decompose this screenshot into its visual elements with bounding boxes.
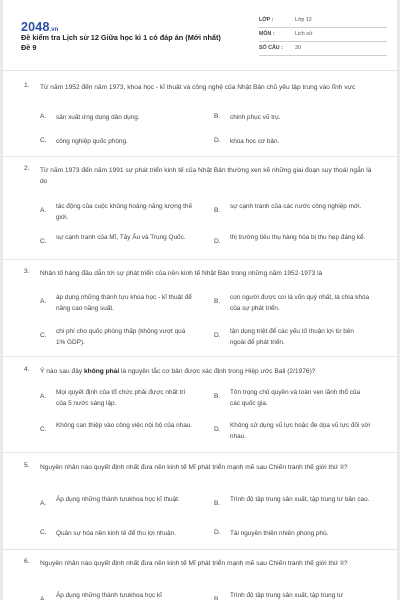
- option-text: con người được coi là vốn quý nhất, là chìa khóa của sự phát triển.: [230, 294, 370, 312]
- option-text: Áp dụng những thành tựukhoa học kĩ thuật.: [56, 496, 180, 503]
- question-text: Từ năm 1952 đến năm 1973, khoa học - kĩ thuật và công nghệ của Nhật Bản chủ yếu tập trung vào lĩnh vực: [40, 84, 356, 91]
- question-number: 1.: [24, 82, 30, 89]
- option-letter: B.: [214, 500, 221, 507]
- section-divider: [3, 70, 397, 71]
- question-number: 5.: [24, 462, 30, 469]
- site-logo[interactable]: [21, 16, 59, 34]
- question-text-emphasis: không phải: [84, 368, 120, 375]
- document-meta-table: [259, 14, 387, 56]
- option-letter: D.: [214, 238, 221, 245]
- option-letter: A.: [40, 113, 47, 120]
- option-letter: A.: [40, 596, 47, 600]
- meta-label: SỐ CÂU :: [259, 45, 283, 51]
- option-text: Trình độ tập trung sản xuất, tập trung tư bản cao.: [230, 496, 370, 503]
- meta-label: LỚP :: [259, 17, 274, 23]
- option-letter: A.: [40, 207, 47, 214]
- option-text: sự cạnh tranh của các nước công nghiệp mới.: [230, 203, 362, 210]
- question-number: 6.: [24, 558, 30, 565]
- question-text: [40, 366, 376, 377]
- option-text: chinh phục vũ trụ.: [230, 114, 281, 121]
- document-page: [3, 0, 397, 600]
- option-text: chi phí cho quốc phòng thấp (không vượt quá 1% GDP).: [56, 328, 186, 346]
- question-number: 3.: [24, 268, 30, 275]
- option-letter: D.: [214, 137, 221, 144]
- option-text: Tôn trọng chủ quyền và toàn vẹn lãnh thổ của các quốc gia.: [230, 389, 361, 407]
- option-text: áp dụng những thành tựu khoa học - kĩ thuật để nâng cao năng suất.: [56, 294, 192, 312]
- question-text-start: Ý nào sau đây: [40, 368, 84, 375]
- option-letter: C.: [40, 238, 47, 245]
- option-letter: B.: [214, 393, 221, 400]
- meta-row-class: [259, 14, 387, 28]
- option-text: tác động của cuộc khủng hoảng năng lượng thế giới.: [56, 203, 193, 221]
- question-text: Nguyên nhân nào quyết định nhất đưa nền kinh tế Mĩ phát triển mạnh mẽ sau Chiến tranh thế giới thứ II?: [40, 560, 348, 567]
- logo-text: 2048: [21, 20, 50, 34]
- document-title: [21, 33, 251, 53]
- option-text: sản xuất ứng dụng dân dụng.: [56, 114, 140, 121]
- option-text: công nghiệp quốc phòng.: [56, 138, 128, 145]
- question-divider: [3, 356, 397, 357]
- option-letter: B.: [214, 596, 221, 600]
- option-text: sự cạnh tranh của Mĩ, Tây Âu và Trung Quốc.: [56, 234, 186, 241]
- question-text-end: là nguyên tắc cơ bản được xác định trong Hiệp ước Bali (2/1976)?: [119, 368, 316, 375]
- meta-label: MÔN :: [259, 31, 275, 37]
- document-header: [13, 10, 387, 60]
- meta-value: Lịch sử: [295, 31, 313, 37]
- question-text: Nhân tố hàng đầu dẫn tới sự phát triển của nền kinh tế Nhật Bản trong những năm 1952-1973 là: [40, 270, 323, 277]
- option-letter: C.: [40, 529, 47, 536]
- option-text: Tài nguyên thiên nhiên phong phú.: [230, 530, 329, 537]
- option-letter: B.: [214, 207, 221, 214]
- option-text: khoa học cơ bản.: [230, 138, 280, 145]
- question-text: Nguyên nhân nào quyết định nhất đưa nền kinh tế Mĩ phát triển mạnh mẽ sau Chiến tranh thế giới thứ II?: [40, 464, 348, 471]
- option-letter: B.: [214, 298, 221, 305]
- option-text: Mọi quyết định của tổ chức phải được nhất trí của 5 nước sáng lập.: [56, 389, 186, 407]
- option-text: thị trường tiêu thụ hàng hóa bị thu hẹp đáng kể.: [230, 234, 366, 241]
- document-subtitle: Đề 9: [21, 42, 37, 52]
- option-letter: B.: [214, 113, 221, 120]
- option-text: Quân sự hóa nền kinh tế để thu lợi nhuận.: [56, 530, 177, 537]
- option-letter: D.: [214, 332, 221, 339]
- option-letter: C.: [40, 332, 47, 339]
- meta-row-subject: [259, 28, 387, 42]
- logo-suffix: .vn: [49, 27, 59, 33]
- option-text: Không sử dụng vũ lực hoặc đe dọa vũ lực đối với nhau.: [230, 422, 370, 440]
- option-letter: D.: [214, 529, 221, 536]
- meta-value: Lớp 12: [295, 17, 312, 23]
- option-letter: A.: [40, 298, 47, 305]
- question-number: 4.: [24, 366, 30, 373]
- option-text: Trình độ tập trung sản xuất, tập trung tư: [230, 592, 344, 599]
- option-text: Áp dụng những thành tựukhoa học kĩ: [56, 592, 162, 599]
- question-divider: [3, 259, 397, 260]
- question-text: Từ năm 1973 đến năm 1991 sự phát triển kinh tế của Nhật Bản thường xen kẽ những giai đoạn suy thoái ngắn là do: [40, 167, 372, 185]
- option-letter: A.: [40, 500, 47, 507]
- document-title-line: Đề kiểm tra Lịch sử 12 Giữa học kì 1 có đáp án (Mới nhất): [21, 33, 221, 42]
- question-divider: [3, 549, 397, 550]
- meta-value: 30: [295, 45, 301, 51]
- option-letter: D.: [214, 426, 221, 433]
- question-number: 2.: [24, 165, 30, 172]
- option-text: tận dụng triệt để các yếu tố thuận lợi từ bên ngoài để phát triển.: [230, 328, 354, 346]
- question-divider: [3, 452, 397, 453]
- option-letter: C.: [40, 426, 47, 433]
- meta-row-question-count: [259, 42, 387, 56]
- option-text: Không can thiệp vào công việc nội bộ của nhau.: [56, 422, 193, 429]
- question-divider: [3, 156, 397, 157]
- option-letter: C.: [40, 137, 47, 144]
- option-letter: A.: [40, 393, 47, 400]
